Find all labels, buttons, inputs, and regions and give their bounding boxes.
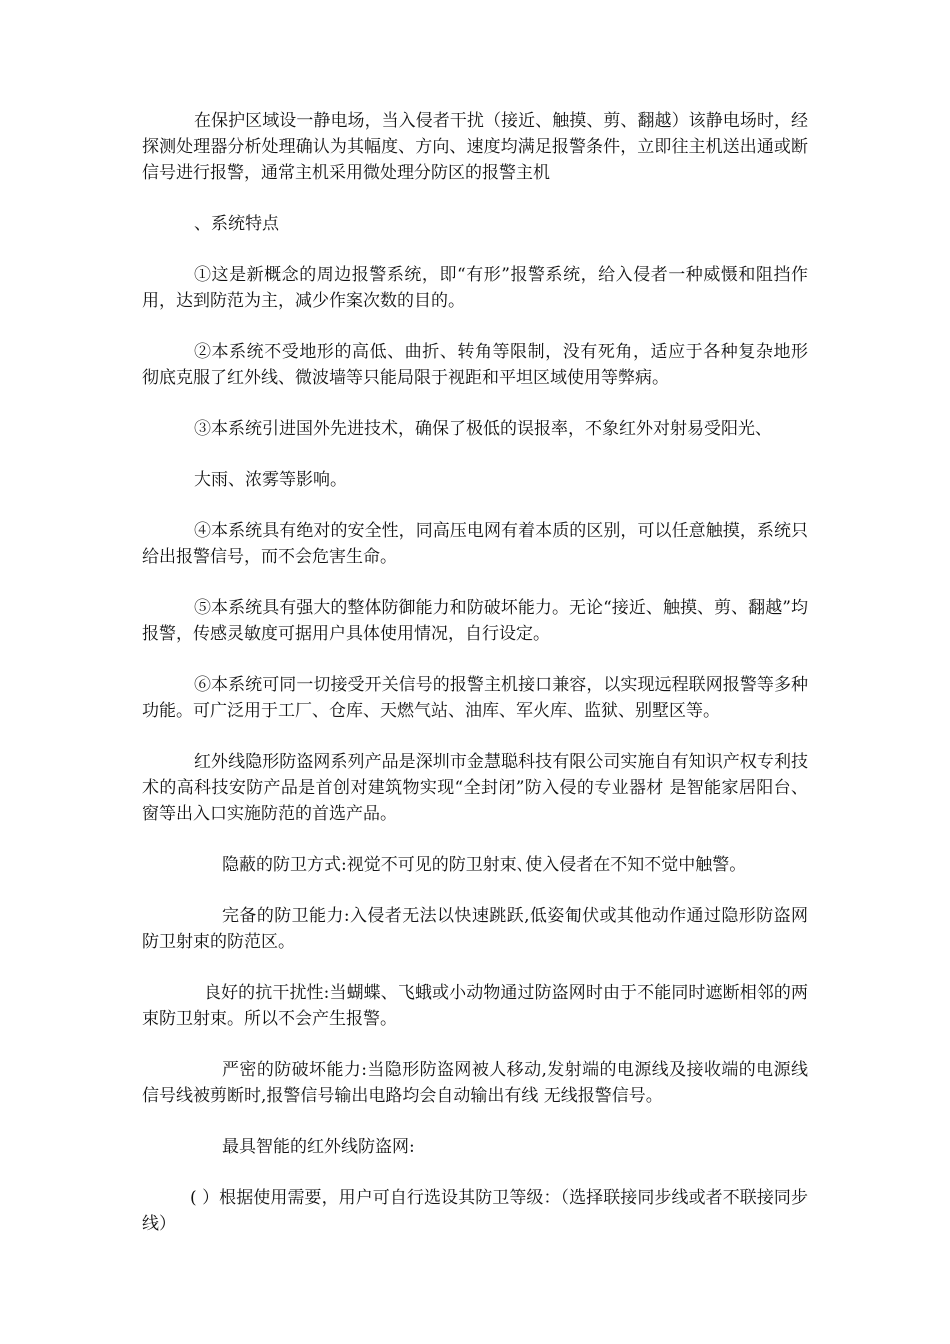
paragraph-complete-defense: 完备的防卫能力:入侵者无法以快速跳跃,低姿匍伏或其他动作通过隐形防盗网防卫射束的防范区。 <box>142 906 808 952</box>
paragraph-feature-4: ④本系统具有绝对的安全性，同高压电网有着本质的区别，可以任意触摸，系统只给出报警信号，而不会危害生命。 <box>142 521 808 567</box>
paragraph-feature-2: ②本系统不受地形的高低、曲折、转角等限制，没有死角，适应于各种复杂地形 彻底克服了红外线、微波墙等只能局限于视距和平坦区域使用等弊病。 <box>142 342 808 388</box>
paragraph-defense-level: ( ）根据使用需要，用户可自行选设其防卫等级：（选择联接同步线或者不联接同步线） <box>142 1188 808 1234</box>
section-heading-features: 、系统特点 <box>194 214 279 234</box>
paragraph-concealed-defense: 隐蔽的防卫方式:视觉不可见的防卫射束､使入侵者在不知不觉中触警。 <box>222 855 747 875</box>
paragraph-feature-5: ⑤本系统具有强大的整体防御能力和防破坏能力。无论“接近、触摸、剪、翻越”均报警，传感灵敏度可据用户具体使用情况，自行设定。 <box>142 598 808 644</box>
paragraph-intro: 在保护区域设一静电场，当入侵者干扰（接近、触摸、剪、翻越）该静电场时，经探测处理器分析处理确认为其幅度、方向、速度均满足报警条件，立即往主机送出通或断信号进行报警，通常主机采用微处理分防区的报警主机 <box>142 111 808 183</box>
document-body <box>142 108 808 1237</box>
paragraph-smart-net: 最具智能的红外线防盗网: <box>222 1137 415 1157</box>
paragraph-feature-6: ⑥本系统可同一切接受开关信号的报警主机接口兼容，以实现远程联网报警等多种功能。可广泛用于工厂、仓库、天燃气站、油库、军火库、监狱、别墅区等。 <box>142 675 808 721</box>
paragraph-anti-interference: 良好的抗干扰性:当蝴蝶、飞蛾或小动物通过防盗网时由于不能同时遮断相邻的两束防卫射束。所以不会产生报警。 <box>142 983 808 1029</box>
paragraph-feature-3-cont: 大雨、浓雾等影响。 <box>194 470 347 490</box>
paragraph-anti-sabotage: 严密的防破坏能力:当隐形防盗网被人移动,发射端的电源线及接收端的电源线信号线被剪断时,报警信号输出电路均会自动输出有线 无线报警信号。 <box>142 1060 808 1106</box>
paragraph-feature-1: ①这是新概念的周边报警系统，即“有形”报警系统，给入侵者一种威慑和阻挡作用，达到防范为主，减少作案次数的目的。 <box>142 265 808 311</box>
paragraph-product-intro: 红外线隐形防盗网系列产品是深圳市金慧聪科技有限公司实施自有知识产权专利技术的高科技安防产品是首创对建筑物实现“全封闭”防入侵的专业器材 是智能家居阳台、窗等出入口实施防范的首选产品。 <box>142 752 808 824</box>
paragraph-feature-3: ③本系统引进国外先进技术，确保了极低的误报率，不象红外对射易受阳光、 <box>194 419 772 439</box>
